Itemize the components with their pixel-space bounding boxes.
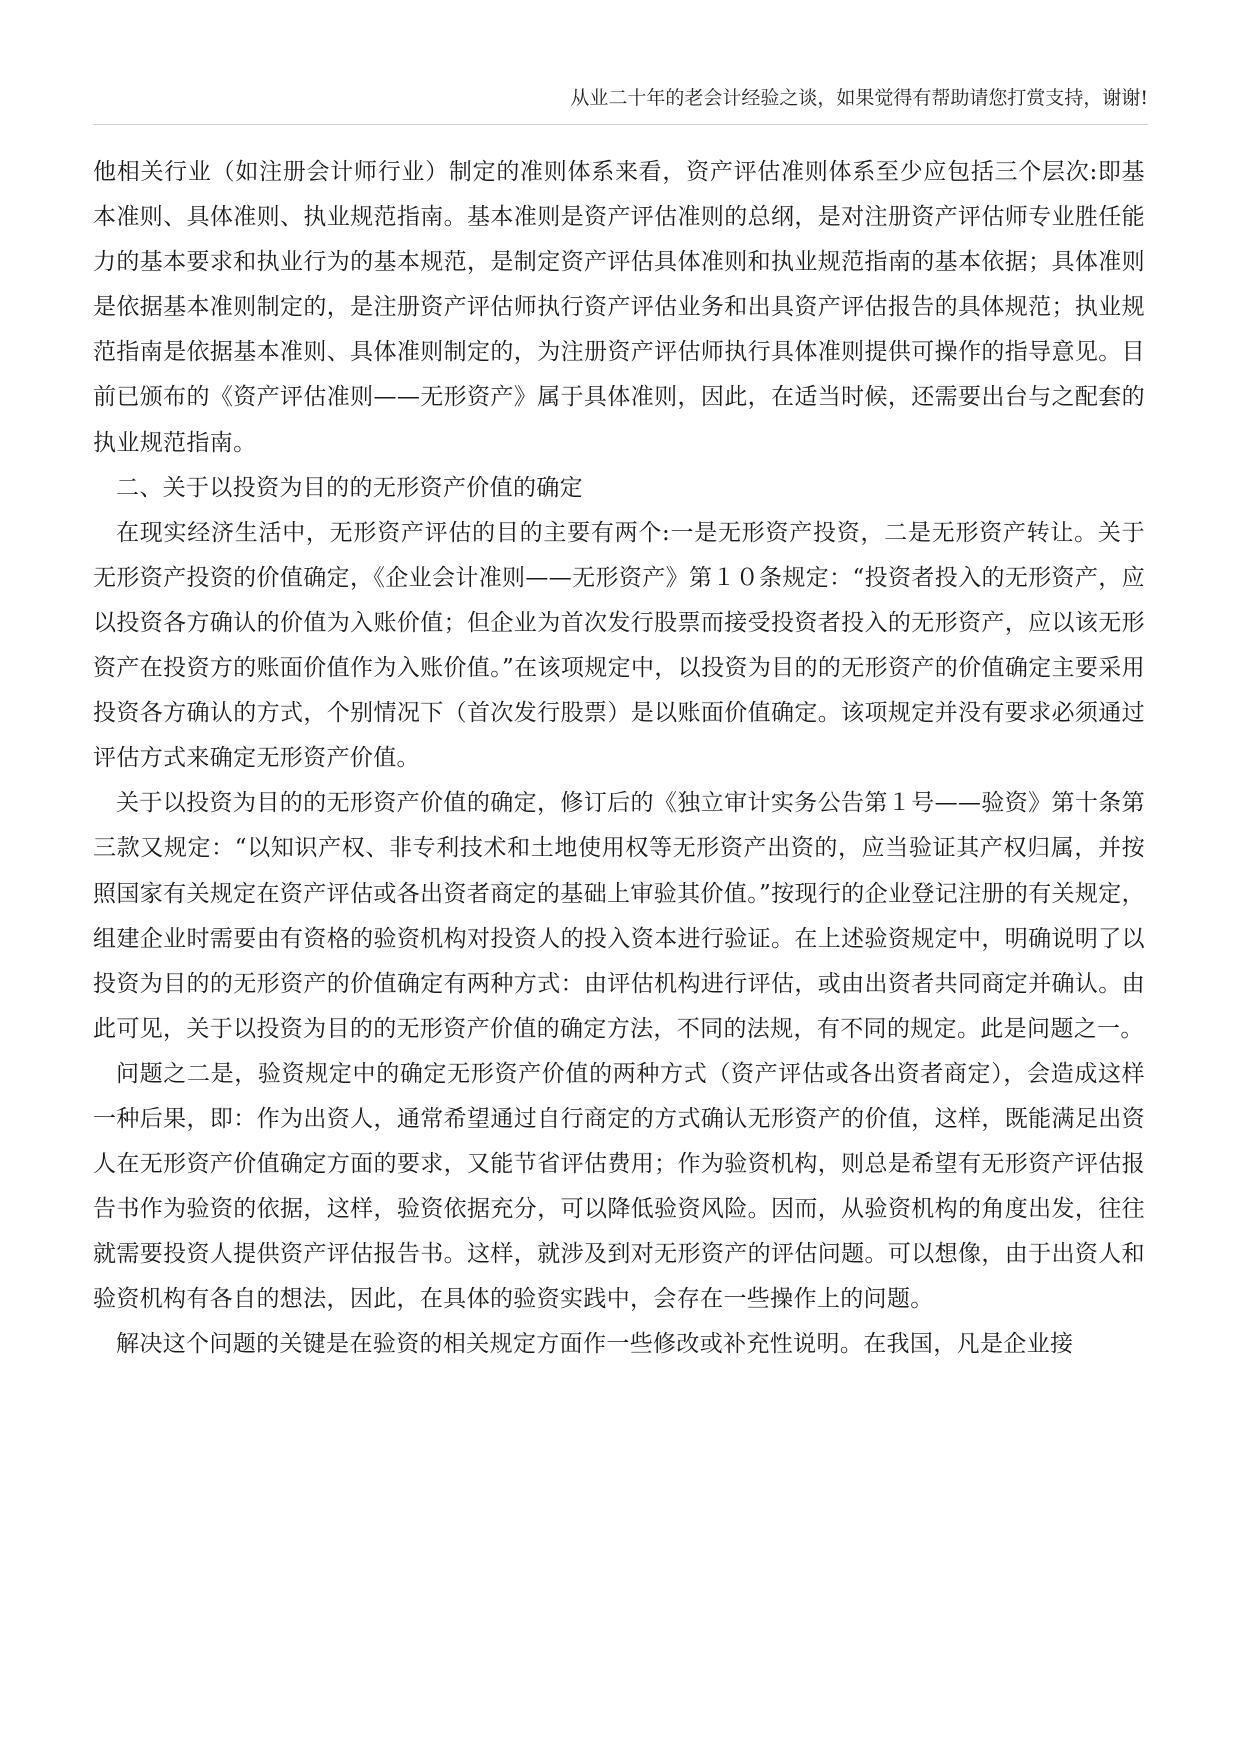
paragraph-evaluation-purposes: 在现实经济生活中，无形资产评估的目的主要有两个:一是无形资产投资，二是无形资产转让。关于无形资产投资的价值确定，《企业会计准则——无形资产》第１０条规定：“投资者投入的无形资产，应以投资各方确认的价值为入账价值；但企业为首次发行股票而接受投资者投入的无形资产，应以该无形资产在投资方的账面价值作为入账价值。”在该项规定中，以投资为目的的无形资产的价值确定主要采用投资各方确认的方式，个别情况下（首次发行股票）是以账面价值确定。该项规定并没有要求必须通过评估方式来确定无形资产价值。 <box>93 519 1145 772</box>
paragraph-second-problem: 问题之二是，验资规定中的确定无形资产价值的两种方式（资产评估或各出资者商定），会造成这样一种后果，即：作为出资人，通常希望通过自行商定的方式确认无形资产的价值，这样，既能满足出资人在无形资产价值确定方面的要求，又能节省评估费用；作为验资机构，则总是希望有无形资产评估报告书作为验资的依据，这样，验资依据充分，可以降低验资风险。因而，从验资机构的角度出发，往往就需要投资人提供资产评估报告书。这样，就涉及到对无形资产的评估问题。可以想像，由于出资人和验资机构有各自的想法，因此，在具体的验资实践中，会存在一些操作上的问题。 <box>93 1060 1145 1313</box>
page-header-note: 从业二十年的老会计经验之谈，如果觉得有帮助请您打赏支持，谢谢! <box>570 87 1148 109</box>
paragraph-standards-system: 他相关行业（如注册会计师行业）制定的准则体系来看，资产评估准则体系至少应包括三个层次:即基本准则、具体准则、执业规范指南。基本准则是资产评估准则的总纲，是对注册资产评估师专业胜任能力的基本要求和执业行为的基本规范，是制定资产评估具体准则和执业规范指南的基本依据；具体准则是依据基本准则制定的，是注册资产评估师执行资产评估业务和出具资产评估报告的具体规范；执业规范指南是依据基本准则、具体准则制定的，为注册资产评估师执行具体准则提供可操作的指导意见。目前已颁布的《资产评估准则——无形资产》属于具体准则，因此，在适当时候，还需要出台与之配套的执业规范指南。 <box>93 159 1145 456</box>
section-heading-investment-valuation: 二、关于以投资为目的的无形资产价值的确定 <box>116 474 583 501</box>
paragraph-solution: 解决这个问题的关键是在验资的相关规定方面作一些修改或补充性说明。在我国，凡是企业接 <box>116 1331 1074 1358</box>
document-body <box>93 150 1145 1368</box>
header-divider <box>93 124 1148 125</box>
paragraph-capital-verification-rules: 关于以投资为目的的无形资产价值的确定，修订后的《独立审计实务公告第１号——验资》第十条第三款又规定：“以知识产权、非专利技术和土地使用权等无形资产出资的，应当验证其产权归属，并按照国家有关规定在资产评估或各出资者商定的基础上审验其价值。”按现行的企业登记注册的有关规定，组建企业时需要由有资格的验资机构对投资人的投入资本进行验证。在上述验资规定中，明确说明了以投资为目的的无形资产的价值确定有两种方式：由评估机构进行评估，或由出资者共同商定并确认。由此可见，关于以投资为目的的无形资产价值的确定方法，不同的法规，有不同的规定。此是问题之一。 <box>93 790 1145 1042</box>
